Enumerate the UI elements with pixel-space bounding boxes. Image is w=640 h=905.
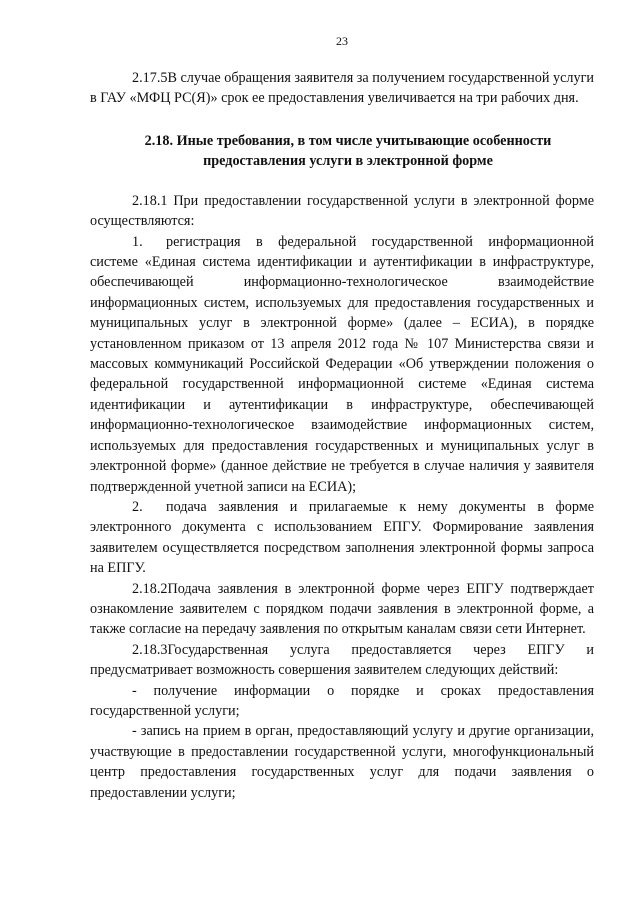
list-item-2 bbox=[90, 497, 594, 579]
page-number: 23 bbox=[336, 34, 348, 48]
paragraph-2-17-5: 2.17.5В случае обращения заявителя за получением государственной услуги в ГАУ «МФЦ РС(Я)» срок ее предоставления увеличивается на три рабочих дня. bbox=[90, 70, 594, 107]
paragraph-2-18-3: 2.18.3Государственная услуга предоставляется через ЕПГУ и предусматривает возможность совершения заявителем следующих действий: bbox=[90, 641, 594, 679]
paragraph-2-18-1: 2.18.1 При предоставлении государственной услуги в электронной форме осуществляются: bbox=[90, 192, 594, 230]
list-item-2-text: подача заявления и прилагаемые к нему документы в форме электронного документа с использованием ЕПГУ. Формирование заявления заявителем осуществляется посредством заполнения электронной формы запроса на ЕПГУ. bbox=[90, 498, 594, 577]
paragraph-2-18-2: 2.18.2Подача заявления в электронной форме через ЕПГУ подтверждает ознакомление заявителем с порядком подачи заявления в электронной форме, а также согласие на передачу заявления по открытым каналам связи сети Интернет. bbox=[90, 580, 594, 638]
list-item-1-text: регистрация в федеральной государственной информационной системе «Единая система идентификации и аутентификации в инфраструктуре, обеспечивающей информационно-технологическое взаимодействие информационных систем, используемых для предоставления государственных и муниципальных услуг в электронной форме» (далее – ЕСИА), в порядке установленном приказом от 13 апреля 2012 года № 107 Министерства связи и массовых коммуникаций Российской Федерации «Об утверждении положения о федеральной государственной информационной системе «Единая система идентификации и аутентификации в инфраструктуре, обеспечивающей информационно-технологическое взаимодействие информационных систем, используемых для предоставления государственных и муниципальных услуг в электронной форме» (данное действие не требуется в случае наличия у заявителя подтвержденной учетной записи на ЕСИА); bbox=[90, 233, 594, 495]
list-item-1 bbox=[90, 232, 594, 497]
list-item-1-number: 1. bbox=[132, 233, 143, 250]
section-heading-2-18: 2.18. Иные требования, в том числе учитывающие особенности предоставления услуги в электронной форме bbox=[144, 132, 552, 169]
dash-item-1: - получение информации о порядке и сроках предоставления государственной услуги; bbox=[90, 682, 594, 719]
list-item-2-number: 2. bbox=[132, 498, 143, 515]
dash-item-2: - запись на прием в орган, предоставляющий услугу и другие организации, участвующие в предоставлении государственной услуги, многофункциональный центр предоставления государственных услуг для подачи заявления о предоставлении услуги; bbox=[90, 723, 594, 801]
